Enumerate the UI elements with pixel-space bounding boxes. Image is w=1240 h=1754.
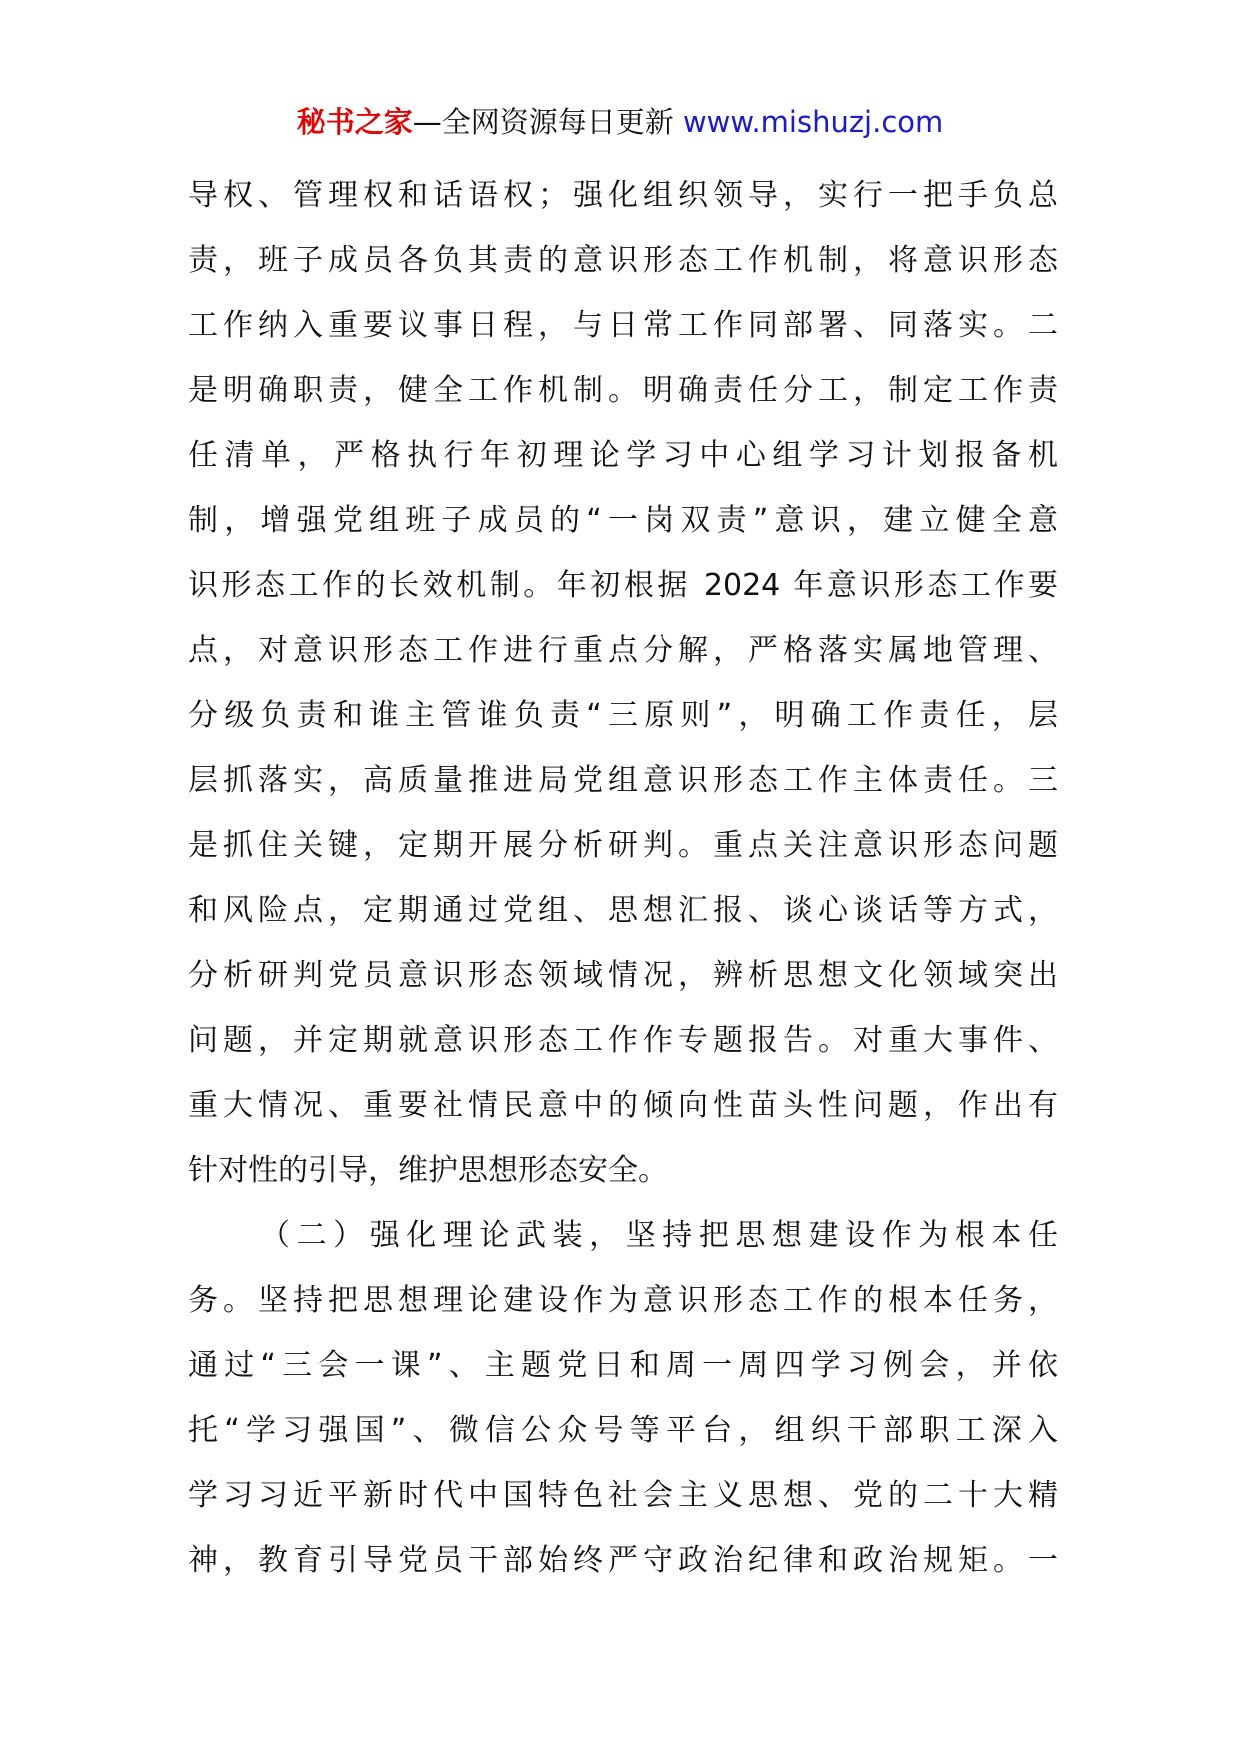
text-line: 重大情况、重要社情民意中的倾向性苗头性问题，作出有 (188, 1088, 1058, 1123)
text-line: 托“学习强国”、微信公众号等平台，组织干部职工深入 (188, 1413, 1058, 1448)
text-line: 导权、管理权和话语权；强化组织领导，实行一把手负总 (188, 178, 1058, 213)
text-line: 层抓落实，高质量推进局党组意识形态工作主体责任。三 (188, 763, 1058, 798)
text-line: 点，对意识形态工作进行重点分解，严格落实属地管理、 (188, 633, 1058, 668)
text-line: 是抓住关键，定期开展分析研判。重点关注意识形态问题 (188, 828, 1058, 863)
text-line: 是明确职责，健全工作机制。明确责任分工，制定工作责 (188, 373, 1058, 408)
header-tagline: —全网资源每日更新 (412, 105, 674, 139)
text-line: 分析研判党员意识形态领域情况，辨析思想文化领域突出 (188, 958, 1058, 993)
text-line: 责，班子成员各负其责的意识形态工作机制，将意识形态 (188, 243, 1058, 278)
text-line: 工作纳入重要议事日程，与日常工作同部署、同落实。二 (188, 308, 1058, 343)
text-line: 通过“三会一课”、主题党日和周一周四学习例会，并依 (188, 1348, 1058, 1383)
text-line: 学习习近平新时代中国特色社会主义思想、党的二十大精 (188, 1478, 1058, 1513)
text-line: 识形态工作的长效机制。年初根据 2024 年意识形态工作要 (188, 568, 1058, 603)
text-line: 分级负责和谁主管谁负责“三原则”，明确工作责任，层 (188, 698, 1058, 733)
page-header (0, 102, 1240, 142)
section-heading-line: （二）强化理论武装，坚持把思想建设作为根本任 (260, 1218, 1058, 1253)
text-line: 和风险点，定期通过党组、思想汇报、谈心谈话等方式， (188, 893, 1058, 928)
text-line: 针对性的引导，维护思想形态安全。 (188, 1153, 668, 1188)
text-line: 制，增强党组班子成员的“一岗双责”意识，建立健全意 (188, 503, 1058, 538)
text-line: 问题，并定期就意识形态工作作专题报告。对重大事件、 (188, 1023, 1058, 1058)
website-link[interactable]: www.mishuzj.com (682, 105, 944, 139)
document-body (188, 163, 1058, 1593)
brand-name: 秘书之家 (296, 105, 413, 139)
text-line: 任清单，严格执行年初理论学习中心组学习计划报备机 (188, 438, 1058, 473)
text-line: 神，教育引导党员干部始终严守政治纪律和政治规矩。一 (188, 1543, 1058, 1578)
text-line: 务。坚持把思想理论建设作为意识形态工作的根本任务， (188, 1283, 1058, 1318)
